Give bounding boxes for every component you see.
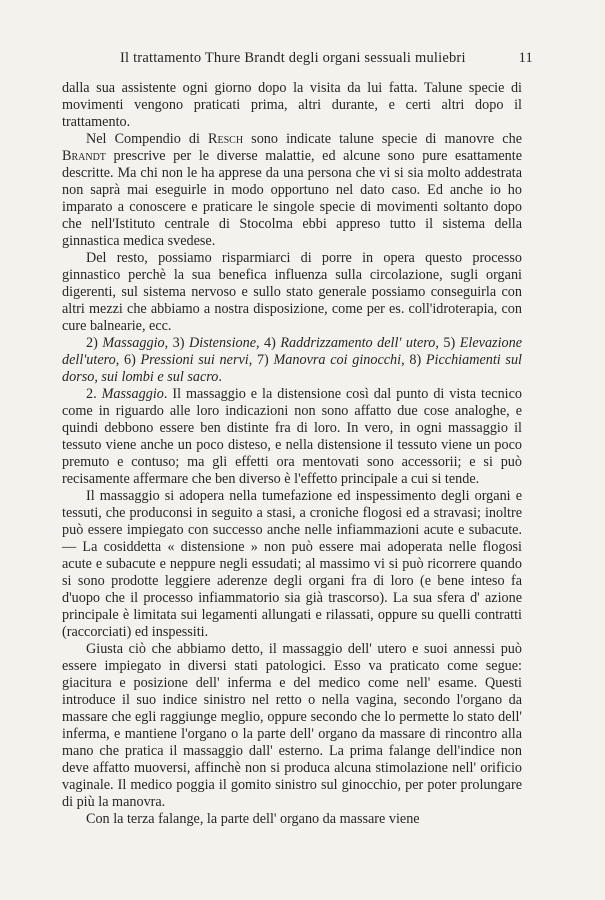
paragraph: Giusta ciò che abbiamo detto, il massaggio dell' utero e suoi annessi può essere impiegato in diversi stati patologici. Esso va praticato come segue: giacitura e posizione dell' inferma e del medico come nell' esame. Questi introduce il suo indice sinistro nel retto o nella vagina, secondo l'organo da massare che egli raggiunge meglio, oppure secondo che lo permette lo stato dell' inferma, e mantiene l'organo o la parte dell' organo da massare di rincontro alla mano che pratica il massaggio dall' esterno. La prima falange dell'indice non deve affatto muoversi, affinchè non si produca alcuna stimolazione nell' orificio vaginale. Il medico poggia il gomito sinistro sul ginocchio, per poter prolungare di più la manovra. [62, 641, 522, 810]
paragraph: Con la terza falange, la parte dell' organo da massare viene [86, 811, 420, 827]
running-header [64, 50, 533, 68]
paragraph-resch-brandt: Nel Compendio di Resch sono indicate talune specie di manovre che Brandt prescrive per le diverse malattie, ed alcune sono pure esattamente descritte. Ma chi non le ha apprese da una persona che vi si sia molto addestrata non saprà mai eseguirle in modo opportuno nel dato caso. Ed anche io ho imparato a conoscere e praticare le singole specie di movimenti soltanto dopo che nell'Istituto centrale di Stocolma ebbi appreso tutto il sistema della ginnastica medica svedese. [62, 131, 522, 249]
list-item: Distensione [189, 335, 256, 351]
section-heading: Massaggio [101, 386, 164, 402]
paragraph: dalla sua assistente ogni giorno dopo la visita da lui fatta. Talune specie di movimenti vengono praticati prima, altri durante, e certi altri dopo il trattamento. [62, 80, 522, 130]
list-item: Pressioni sui nervi [140, 352, 249, 368]
paragraph: Il massaggio si adopera nella tumefazione ed inspessimento degli organi e tessuti, che produconsi in seguito a stasi, a croniche flogosi ed a stravasi; inoltre può essere impiegato con successo anche nelle infiammazioni acute e subacute. — La cosiddetta « distensione » non può essere mai adoperata nelle flogosi acute e subacute e neppure negli essudati; al massimo vi si può ricorrere quando si sono prodotte leggiere aderenze degli organi fra di loro (e bene inteso fa d'uopo che il processo infiammatorio sia già trascorso). La sua sfera d' azione principale è limitata sui legamenti allungati e rilassati, oppure su quelli contratti (raccorciati) ed inspessiti. [62, 488, 522, 640]
list-item: Picchiamenti sul dorso, sui lombi e sul sacro [62, 352, 522, 385]
paragraph: Del resto, possiamo risparmiarci di porre in opera questo processo ginnastico perchè la sua benefica influenza sulla circolazione, sugli organi digerenti, sul sistema nervoso e sullo stato generale possiamo conseguirla con altri mezzi che abbiamo a nostra disposizione, come per es. coll'idroterapia, con cure balnearie, ecc. [62, 250, 522, 334]
author-name: Resch [208, 131, 244, 147]
page-number: 11 [518, 50, 533, 66]
running-title: Il trattamento Thure Brandt degli organi sessuali muliebri [120, 50, 466, 66]
manoeuvre-list: 2) Massaggio, 3) Distensione, 4) Raddrizzamento dell' utero, 5) Elevazione dell'utero, 6) Pressioni sui nervi, 7) Manovra coi ginocchi, 8) Picchiamenti sul dorso, sui lombi e sul sacro. [62, 335, 522, 385]
list-item: Raddrizzamento dell' utero [280, 335, 436, 351]
list-item: Massaggio [102, 335, 165, 351]
list-item: Manovra coi ginocchi [273, 352, 402, 368]
author-name: Brandt [62, 148, 106, 164]
paragraph-massaggio: 2. Massaggio. Il massaggio e la distensione così dal punto di vista tecnico come in riguardo alle loro indicazioni non sono affatto due cose analoghe, e quindi debbono essere ben distinte fra di loro. In vero, in ogni massaggio il tessuto viene anche un poco disteso, e nella distensione il tessuto viene un poco premuto e contuso; ma gli effetti ora mentovati sono accessorii; e si può recisamente affermare che ben diverso è l'effetto principale a cui si tende. [62, 386, 523, 487]
body-text [62, 80, 522, 828]
list-item: Elevazione dell'utero [62, 335, 522, 368]
